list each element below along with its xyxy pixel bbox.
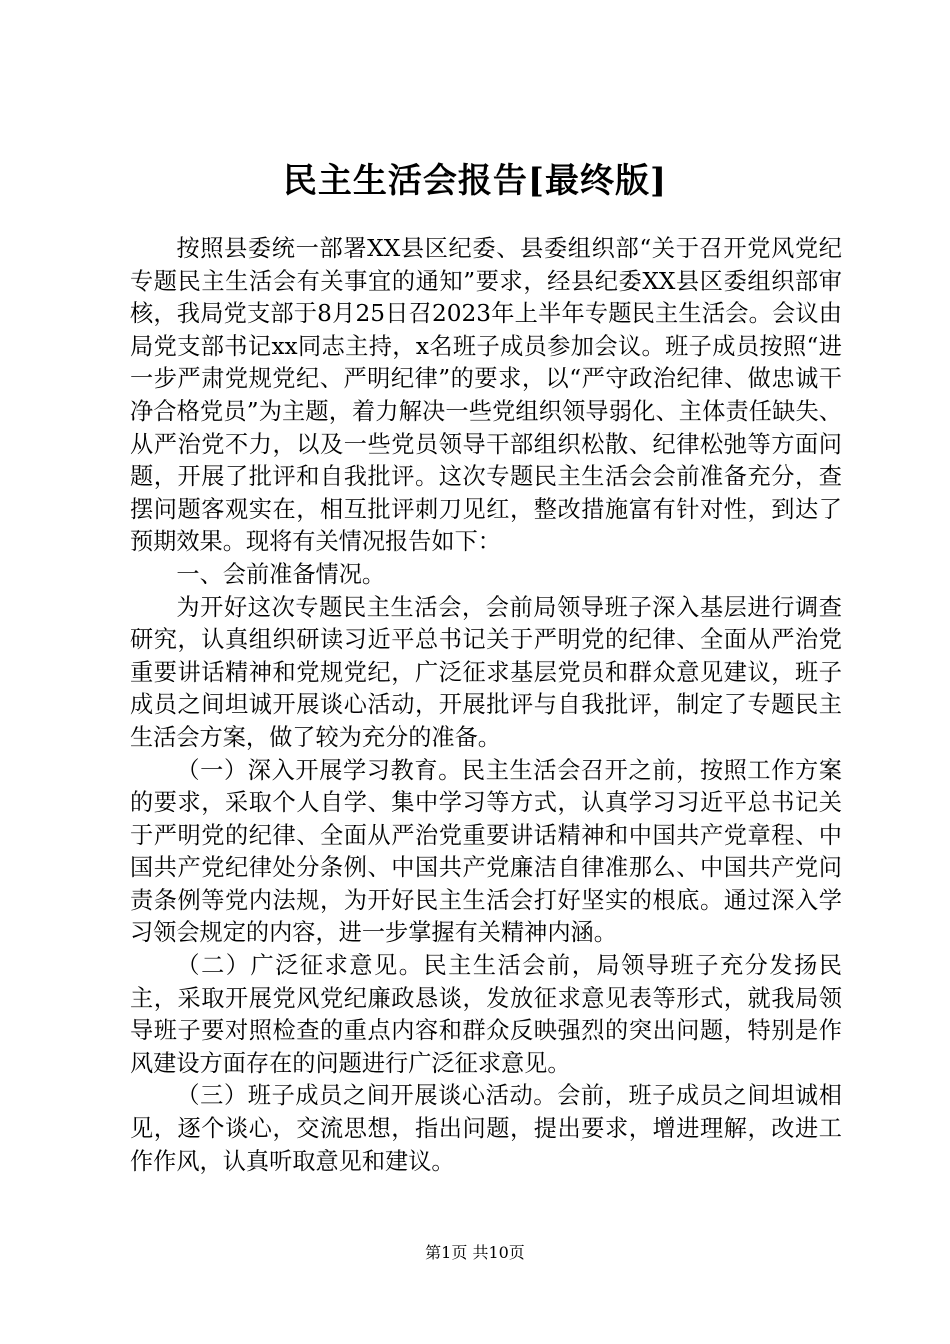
- paragraph-preparation: 为开好这次专题民主生活会，会前局领导班子深入基层进行调查研究，认真组织研读习近平总书记关于严明党的纪律、全面从严治党重要讲话精神和党规党纪，广泛征求基层党员和群众意见建议，班子成员之间坦诚开展谈心活动，开展批评与自我批评，制定了专题民主生活会方案，做了较为充分的准备。: [130, 593, 842, 751]
- document-body: [130, 233, 842, 1178]
- page-footer: 第1页 共10页: [425, 1243, 525, 1262]
- paragraph-heart-to-heart: （三）班子成员之间开展谈心活动。会前，班子成员之间坦诚相见，逐个谈心，交流思想，指出问题，提出要求，增进理解，改进工作作风，认真听取意见和建议。: [130, 1082, 842, 1175]
- paragraph-solicit-opinions: （二）广泛征求意见。民主生活会前，局领导班子充分发扬民主，采取开展党风党纪廉政恳谈，发放征求意见表等形式，就我局领导班子要对照检查的重点内容和群众反映强烈的突出问题，特别是作风建设方面存在的问题进行广泛征求意见。: [130, 952, 842, 1077]
- document-title: 民主生活会报告[最终版]: [282, 161, 668, 201]
- section-heading-preparation: 一、会前准备情况。: [176, 560, 386, 588]
- paragraph-intro: 按照县委统一部署XX县区纪委、县委组织部“关于召开党风党纪专题民主生活会有关事宜的通知”要求，经县纪委XX县区委组织部审核，我局党支部于8月25日召2023年上半年专题民主生活会。会议由局党支部书记xx同志主持，x名班子成员参加会议。班子成员按照“进一步严肃党规党纪、严明纪律”的要求，以“严守政治纪律、做忠诚干净合格党员”为主题，着力解决一些党组织领导弱化、主体责任缺失、从严治党不力，以及一些党员领导干部组织松散、纪律松弛等方面问题，开展了批评和自我批评。这次专题民主生活会会前准备充分，查摆问题客观实在，相互批评刺刀见红，整改措施富有针对性，到达了预期效果。现将有关情况报告如下：: [130, 235, 842, 556]
- paragraph-study-education: （一）深入开展学习教育。民主生活会召开之前，按照工作方案的要求，采取个人自学、集中学习等方式，认真学习习近平总书记关于严明党的纪律、全面从严治党重要讲话精神和中国共产党章程、中国共产党纪律处分条例、中国共产党廉洁自律准那么、中国共产党问责条例等党内法规，为开好民主生活会打好坚实的根底。通过深入学习领会规定的内容，进一步掌握有关精神内涵。: [130, 756, 842, 947]
